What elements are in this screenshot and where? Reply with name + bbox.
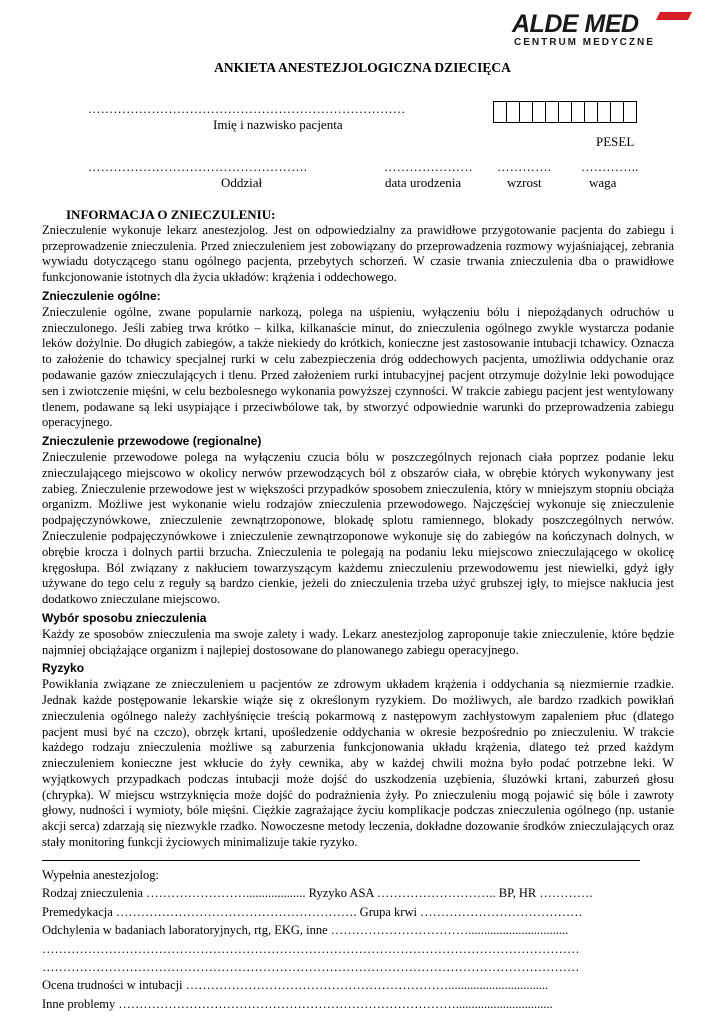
choice-text: Każdy ze sposobów znieczulenia ma swoje zalety i wady. Lekarz anestezjolog zaproponuje takie znieczulenie, które będzie najmniej obciążające organizm i najlepiej dostosowane do planowanego zabiegu operacyjnego. bbox=[42, 626, 674, 657]
form-intubation-row[interactable]: Ocena trudności w intubacji ………………………………………………………................................ bbox=[42, 978, 549, 993]
page-title: ANKIETA ANESTEZJOLOGICZNA DZIECIĘCA bbox=[214, 60, 511, 75]
risk-text: Powikłania związane ze znieczuleniem u pacjentów ze zdrowym układem krążenia i oddychania są niezmiernie rzadkie. Jednak każde postępowanie lekarskie wiąże się z określonym ryzykiem. Do możliwych, ale bardzo rzadkich powikłań znieczulenia ogólnego należy zachłyśnięcie treścią pokarmową z następowym zachłystowym zapaleniem płuc (dlatego pacjent musi być na czczo), obrzęk krtani, upośledzenie oddychania w okresie bezpośrednio po znieczuleniu. W trakcie każdego rodzaju znieczulenia możliwe są zaburzenia funkcjonowania układu krążenia, dlatego też przed każdym znieczuleniem konieczne jest wkłucie do żyły cewnika, aby w każdej chwili można było podać potrzebne leki. W wyjątkowych przypadkach podczas intubacji może dojść do uszkodzenia uzębienia, śluzówki krtani, zaburzeń głosu (chrypka). W miejscu wstrzyknięcia może dojść do podrażnienia żyły. Po znieczuleniu mogą pojawić się bóle i zawroty głowy, nudności i wymioty, bóle mięśni. Ciężkie zagrażające życiu komplikacje podczas znieczulenia ogólnego (np. ustanie akcji serca) zdarzają się niezwykle rzadko. Nowoczesne metody leczenia, dokładne dozowanie środków znieczulających oraz stały monitoring funkcji życiowych minimalizuje takie ryzyko. bbox=[42, 677, 674, 850]
regional-heading: Znieczulenie przewodowe (regionalne) bbox=[42, 434, 262, 449]
choice-heading: Wybór sposobu znieczulenia bbox=[42, 610, 207, 625]
pesel-label: PESEL bbox=[596, 134, 635, 149]
weight-field[interactable]: ………….. bbox=[581, 160, 639, 174]
patient-name-label: Imię i nazwisko pacjenta bbox=[213, 117, 343, 132]
height-label: wzrost bbox=[507, 175, 542, 190]
patient-name-field[interactable]: ………………………………………………………………… bbox=[88, 102, 406, 116]
info-section bbox=[42, 207, 674, 854]
risk-heading: Ryzyko bbox=[42, 661, 85, 676]
pesel-digit-box[interactable] bbox=[558, 101, 572, 123]
aldemed-logo-graphic bbox=[510, 8, 692, 48]
pesel-digit-box[interactable] bbox=[545, 101, 559, 123]
pesel-digit-box[interactable] bbox=[623, 101, 637, 123]
info-heading: INFORMACJA O ZNIECZULENIU: bbox=[66, 207, 276, 222]
ward-label: Oddział bbox=[221, 175, 263, 190]
form-lab-deviations-row[interactable]: Odchylenia w badaniach laboratoryjnych, rtg, EKG, inne ……………………………................................ bbox=[42, 923, 569, 938]
pesel-digit-box[interactable] bbox=[571, 101, 585, 123]
pesel-digit-box[interactable] bbox=[610, 101, 624, 123]
anesthesiologist-form bbox=[42, 866, 662, 1013]
aldemed-logo bbox=[510, 8, 692, 48]
info-text: Znieczulenie wykonuje lekarz anestezjolog. Jest on odpowiedzialny za prawidłowe przygotowanie pacjenta do zabiegu i przeprowadzenie znieczulenia. Przed znieczuleniem jest zobowiązany do przeprowadzenia rozmowy wyjaśniającej, zebrania wywiadu dotyczącego stanu ogólnego pacjenta, przebytych schorzeń. W czasie trwania znieczulenia dba o prawidłowe funkcjonowanie istotnych dla życia układów: krążenia i oddechowego. bbox=[42, 222, 674, 285]
pesel-digit-box[interactable] bbox=[584, 101, 598, 123]
pesel-digit-box[interactable] bbox=[597, 101, 611, 123]
weight-label: waga bbox=[589, 175, 617, 190]
form-anesthesia-type-row[interactable]: Rodzaj znieczulenia ……………………................... Ryzyko ASA ……………………….. BP, HR …………. bbox=[42, 886, 593, 901]
form-blank-line[interactable]: ………………………………………………………………………………………………………………… bbox=[42, 960, 580, 975]
logo-name: ALDE MED bbox=[512, 10, 639, 38]
form-filled-by: Wypełnia anestezjolog: bbox=[42, 868, 159, 882]
form-premedication-row[interactable]: Premedykacja …………………………………………………. Grupa krwi ………………………………… bbox=[42, 904, 583, 919]
pesel-digit-box[interactable] bbox=[519, 101, 533, 123]
ward-field[interactable]: ……………………………………………. bbox=[88, 160, 308, 174]
form-blank-line[interactable]: ………………………………………………………………………………………………………………… bbox=[42, 941, 580, 956]
general-text: Znieczulenie ogólne, zwane popularnie narkozą, polega na uśpieniu, wyłączeniu bólu i niepożądanych odruchów u znieczulonego. Jeśli zabieg trwa krótko – kilka, kilkanaście minut, do znieczulenia ogólnego zwykle wystarcza podanie leków dożylnie. Do długich zabiegów, a także niekiedy do krótkich, konieczne jest zastosowanie intubacji tchawicy. Oznacza to założenie do tchawicy specjalnej rurki w celu zabezpieczenia dróg oddechowych pacjenta, umożliwia oddychanie oraz podawanie gazów znieczulających i tlenu. Przed założeniem rurki intubacyjnej pacjent otrzymuje dożylnie leki powodujące sen i zwiotczenie mięśni, w celu bezbolesnego wykonania powyższej czynności. W trakcie zabiegu pacjent jest wentylowany tlenem, podawane są leki usypiające i przeciwbólowe tak, by stworzyć odpowiednie warunki do przeprowadzenia zabiegu operacyjnego. bbox=[42, 304, 674, 430]
dob-label: data urodzenia bbox=[385, 175, 462, 190]
general-heading: Znieczulenie ogólne: bbox=[42, 288, 161, 303]
pesel-digit-box[interactable] bbox=[532, 101, 546, 123]
dob-field[interactable]: ………………… bbox=[384, 160, 473, 174]
logo-subtitle: CENTRUM MEDYCZNE bbox=[514, 37, 655, 48]
section-divider bbox=[42, 860, 640, 861]
pesel-digit-box[interactable] bbox=[506, 101, 520, 123]
height-field[interactable]: …………. bbox=[497, 160, 552, 174]
pesel-digit-box[interactable] bbox=[493, 101, 507, 123]
regional-text: Znieczulenie przewodowe polega na wyłączeniu czucia bólu w poszczególnych rejonach ciała poprzez podanie leku znieczulającego miejscowo w okolicy nerwów przewodzących ból z obszarów ciała, w obrębie których wykonywany jest zabieg. Znieczulenie przewodowe jest w większości przypadków sposobem znieczulenia, który w mniejszym stopniu obciąża organizm. Możliwe jest wykonanie wielu rodzajów znieczulenia przewodowego. Najczęściej wykonuje się znieczulenie podpajęczynówkowe, znieczulenie zewnątrzoponowe, blokadę splotu ramiennego, blokady poszczególnych nerwów. Znieczulenie podpajęczynówkowe i znieczulenie zewnątrzoponowe wykonuje się do zabiegów na kończynach dolnych, w obrębie krocza i dolnych partii brzucha. Znieczulenia te polegają na podaniu leku miejscowo znieczulającego w okolicę kręgosłupa. Ból związany z nakłuciem towarzyszącym każdemu znieczuleniu przewodowemu jest niewielki, gdyż igły używane do tego celu z reguły są bardzo cienkie, jeżeli do znieczulenia trzeba użyć grubszej igły, to miejsce nakłucia jest dodatkowo znieczulane miejscowo. bbox=[42, 449, 674, 607]
form-other-problems-row[interactable]: Inne problemy ………………………………………………………………………............................... bbox=[42, 996, 553, 1011]
pesel-field[interactable] bbox=[493, 101, 636, 123]
